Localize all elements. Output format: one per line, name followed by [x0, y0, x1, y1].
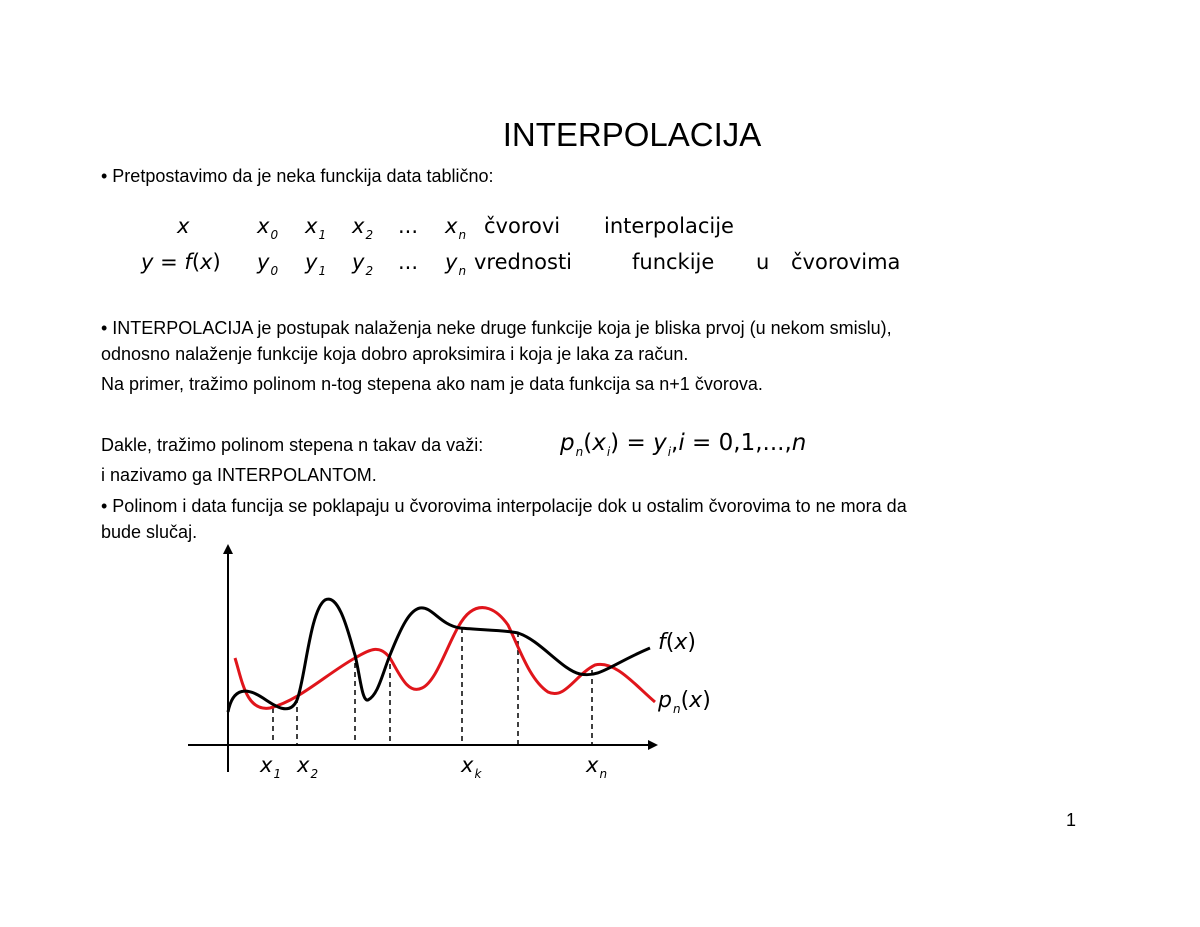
- table-x2: $x_2$: [352, 214, 374, 242]
- table-x1: $x_1$: [305, 214, 327, 242]
- page-title: INTERPOLACIJA: [502, 116, 762, 153]
- table-x-header: x: [177, 214, 190, 238]
- tick-x2: $x_2$: [297, 753, 319, 781]
- table-y2: $y_2$: [352, 250, 374, 278]
- table-label-interpolacije: interpolacije: [604, 214, 734, 238]
- table-label-cvorovi: čvorovi: [484, 214, 561, 238]
- table-label-vrednosti: vrednosti: [474, 250, 573, 274]
- table-yn: $y_n$: [445, 250, 467, 278]
- condition-text: Dakle, tražimo polinom stepena n takav da važi:: [101, 435, 484, 455]
- table-y0: $y_0$: [257, 250, 279, 278]
- page-number: 1: [1066, 810, 1077, 830]
- table-x-dots: ...: [398, 214, 419, 238]
- coincide-line-2: bude slučaj.: [101, 522, 198, 542]
- interpolation-formula: $p_n(x_i) = y_i,i = 0,1,...,n$: [560, 430, 807, 459]
- interpolant-line: i nazivamo ga INTERPOLANTOM.: [101, 465, 377, 485]
- pn-label: $p_n(x)$: [658, 688, 711, 716]
- definition-line-2: odnosno nalaženje funkcije koja dobro aproksimira i koja je laka za račun.: [101, 344, 689, 364]
- coincide-line-1: • Polinom i data funcija se poklapaju u čvorovima interpolacije dok u ostalim čvorovima to ne mora da: [101, 496, 907, 516]
- example-line: Na primer, tražimo polinom n-tog stepena ako nam je data funkcija sa n+1 čvorova.: [101, 374, 763, 394]
- definition-line-1: • INTERPOLACIJA je postupak nalaženja neke druge funkcije koja je bliska prvoj (u nekom smislu),: [101, 318, 892, 338]
- tick-xn: $x_n$: [586, 753, 608, 781]
- table-xn: $x_n$: [445, 214, 467, 242]
- table-label-funckije: funckije: [632, 250, 715, 274]
- node-guides: [273, 628, 592, 745]
- f-label: f(x): [658, 630, 696, 655]
- table-label-cvorovima: čvorovima: [791, 250, 901, 274]
- table-x0: $x_0$: [257, 214, 279, 242]
- table-y-dots: ...: [398, 250, 419, 274]
- table-function-def: y = f(x): [141, 250, 221, 274]
- table-y1: $y_1$: [305, 250, 327, 278]
- table-label-u: u: [756, 250, 770, 274]
- tick-xk: $x_k$: [461, 753, 482, 781]
- tick-x1: $x_1$: [260, 753, 282, 781]
- intro-bullet: • Pretpostavimo da je neka funckija data tablično:: [101, 166, 494, 186]
- f-curve: [228, 599, 650, 712]
